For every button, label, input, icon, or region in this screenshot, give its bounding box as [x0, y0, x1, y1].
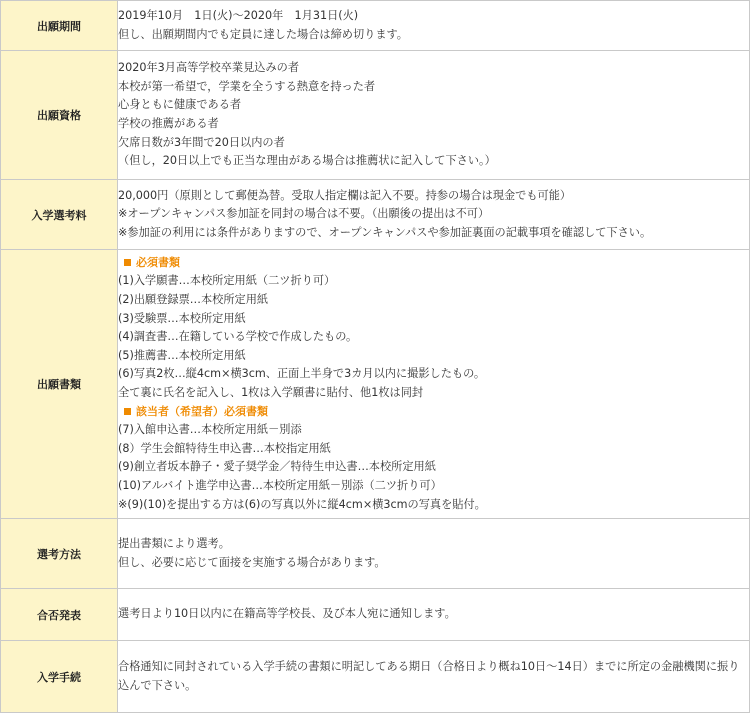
document-item: (8）学生会館特待生申込書…本校指定用紙	[118, 441, 331, 455]
row-content	[118, 589, 750, 641]
document-item: (5)推薦書…本校所定用紙	[118, 348, 246, 362]
row-content	[118, 641, 750, 713]
content-line: 提出書類により選考。	[118, 536, 230, 550]
row-label: 入学選考料	[1, 180, 118, 250]
document-item: (1)入学願書…本校所定用紙（二ツ折り可）	[118, 274, 336, 288]
document-item: (10)アルバイト進学申込書…本校所定用紙－別添（二ツ折り可）	[118, 478, 442, 492]
row-content	[118, 519, 750, 589]
document-item: (2)出願登録票…本校所定用紙	[118, 293, 269, 307]
row-label: 出願書類	[1, 250, 118, 519]
row-content	[118, 250, 750, 519]
content-line: 2020年3月高等学校卒業見込みの者	[118, 61, 300, 75]
row-label: 出願資格	[1, 51, 118, 180]
row-selection-method	[1, 519, 750, 589]
row-content	[118, 180, 750, 250]
content-line: 但し、必要に応じて面接を実施する場合があります。	[118, 555, 386, 569]
content-line: （但し，20日以上でも正当な理由がある場合は推薦状に記入して下さい。）	[118, 154, 496, 168]
row-label: 出願期間	[1, 1, 118, 51]
row-label: 入学手続	[1, 641, 118, 713]
document-item: (9)創立者坂本静子・愛子奨学金／特待生申込書…本校所定用紙	[118, 460, 436, 474]
document-item: ※(9)(10)を提出する方は(6)の写真以外に縦4cm×横3cmの写真を貼付。	[118, 497, 486, 511]
row-content	[118, 51, 750, 180]
document-item: (6)写真2枚…縦4cm×横3cm、正面上半身で3カ月以内に撮影したもの。	[118, 367, 486, 381]
document-item: (3)受験票…本校所定用紙	[118, 311, 246, 325]
optional-heading-text: 該当者（希望者）必須書類	[136, 404, 268, 418]
square-bullet-icon	[124, 259, 131, 266]
content-line: 心身ともに健康である者	[118, 98, 242, 112]
row-label: 合否発表	[1, 589, 118, 641]
row-application-period	[1, 1, 750, 51]
required-heading-text: 必須書類	[136, 255, 180, 269]
content-line: 学校の推薦がある者	[118, 117, 219, 130]
row-result-announcement	[1, 589, 750, 641]
content-line: 合格通知に同封されている入学手続の書類に明記してある期日（合格日より概ね10日～14日）までに所定の金融機関に振り込んで下さい。	[118, 659, 740, 692]
content-line: 欠席日数が3年間で20日以内の者	[118, 135, 285, 149]
row-enrollment-procedure	[1, 641, 750, 713]
content-line: 但し、出願期間内でも定員に達した場合は締め切ります。	[118, 27, 408, 41]
content-line: ※オープンキャンパス参加証を同封の場合は不要。（出願後の提出は不可）	[118, 207, 490, 221]
row-exam-fee	[1, 180, 750, 250]
row-eligibility	[1, 51, 750, 180]
document-item: 全て裏に氏名を記入し、1枚は入学願書に貼付、他1枚は同封	[118, 386, 424, 399]
row-content	[118, 1, 750, 51]
content-line: 本校が第一希望で，学業を全うする熱意を持った者	[118, 79, 376, 93]
row-label: 選考方法	[1, 519, 118, 589]
content-line: 20,000円（原則として郵便為替。受取人指定欄は記入不要。持参の場合は現金でも可能）	[118, 188, 572, 202]
square-bullet-icon	[124, 408, 131, 415]
content-line: ※参加証の利用には条件がありますので、オープンキャンパスや参加証裏面の記載事項を確認して下さい。	[118, 225, 652, 239]
content-line: 2019年10月 1日(火)～2020年 1月31日(火)	[118, 8, 359, 22]
required-documents-heading	[118, 254, 749, 273]
content-line: 選考日より10日以内に在籍高等学校長、及び本人宛に通知します。	[118, 607, 456, 621]
optional-documents-heading	[118, 403, 749, 422]
document-item: (4)調査書…在籍している学校で作成したもの。	[118, 330, 358, 344]
document-item: (7)入館申込書…本校所定用紙－別添	[118, 423, 302, 437]
row-application-documents	[1, 250, 750, 519]
